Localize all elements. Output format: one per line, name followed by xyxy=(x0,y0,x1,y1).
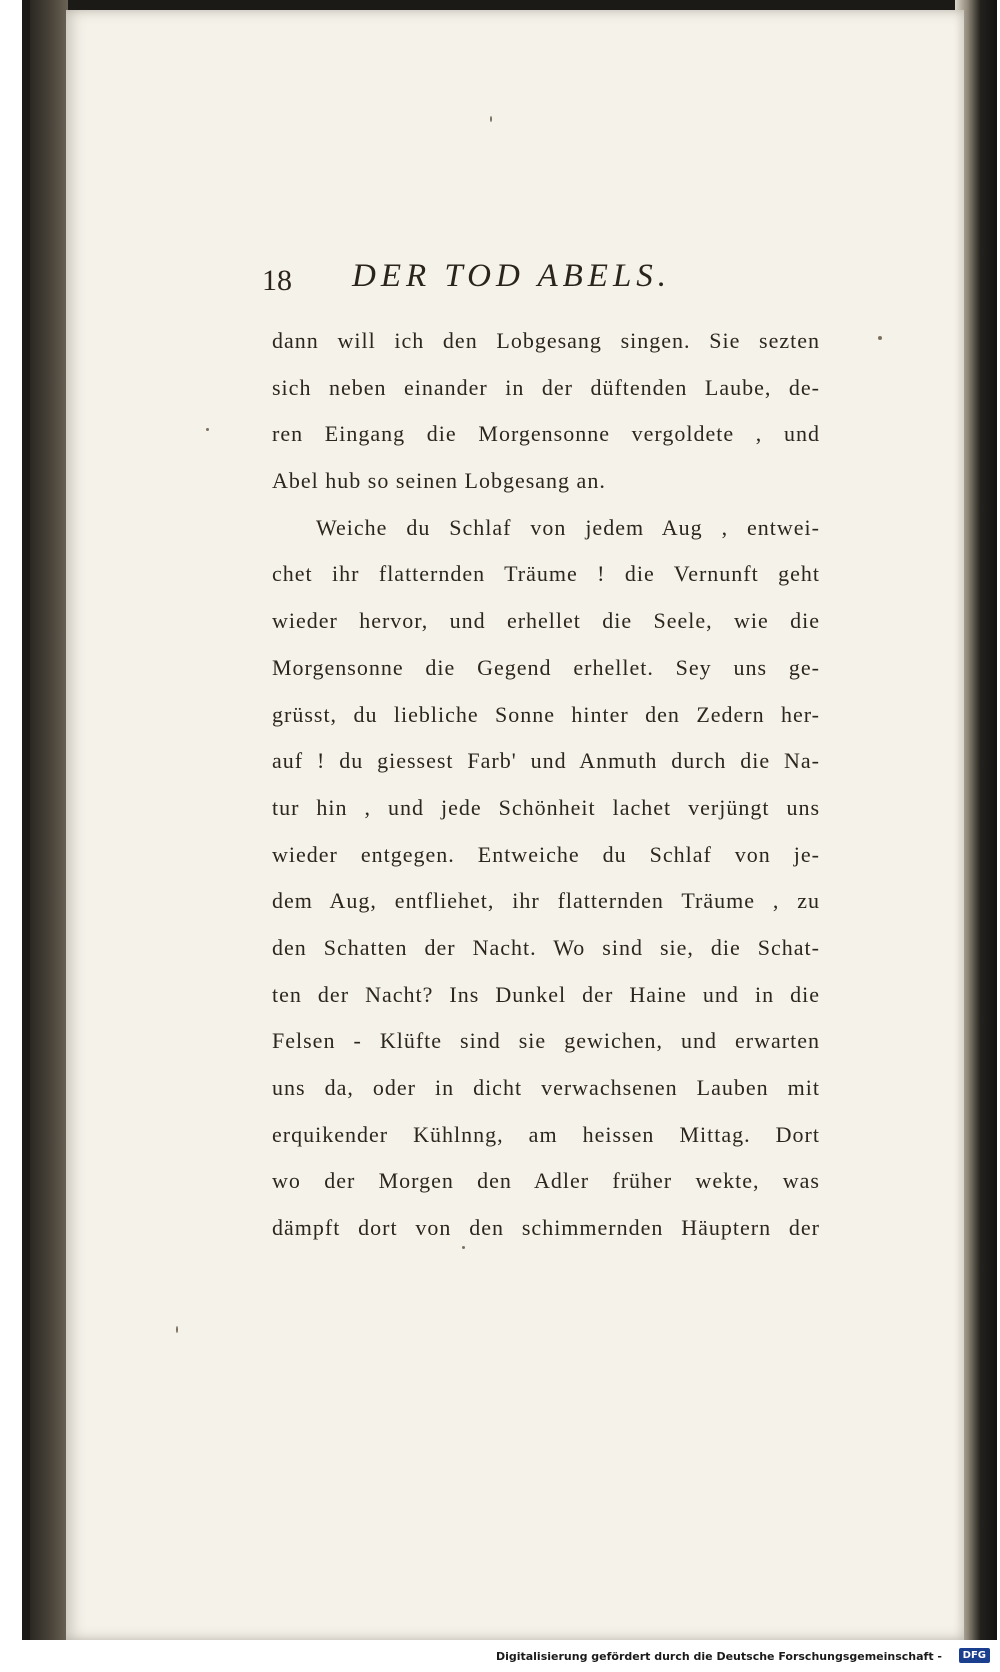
text-line: ren Eingang die Morgensonne vergoldete , und xyxy=(272,421,820,447)
funding-credit: Digitalisierung gefördert durch die Deutsche Forschungsgemeinschaft - xyxy=(495,1650,942,1663)
dfg-logo: DFG xyxy=(959,1648,990,1663)
text-line: dämpft dort von den schimmernden Häuptern der xyxy=(272,1215,820,1241)
body-text xyxy=(272,322,820,1256)
text-line: wo der Morgen den Adler früher wekte, was xyxy=(272,1168,820,1194)
text-line: dem Aug, entfliehet, ihr flatternden Träume , zu xyxy=(272,888,820,914)
page-number: 18 xyxy=(262,264,292,297)
text-line: tur hin , und jede Schönheit lachet verjüngt uns xyxy=(272,794,820,820)
text-line: wieder entgegen. Entweiche du Schlaf von je- xyxy=(272,841,820,867)
paper-speck xyxy=(878,336,882,340)
text-line: dann will ich den Lobgesang singen. Sie sezten xyxy=(272,328,820,353)
text-line: chet ihr flatternden Träume ! die Vernunft geht xyxy=(272,561,820,587)
text-line: erquikender Kühlnng, am heissen Mittag. Dort xyxy=(272,1121,820,1147)
text-line: sich neben einander in der düftenden Laube, de- xyxy=(272,374,820,400)
text-line: wieder hervor, und erhellet die Seele, wie die xyxy=(272,608,820,634)
text-line: ten der Nacht? Ins Dunkel der Haine und in die xyxy=(272,981,820,1007)
page-header xyxy=(262,258,722,308)
paper-speck xyxy=(490,116,492,122)
text-line: auf ! du giessest Farb' und Anmuth durch die Na- xyxy=(272,748,820,774)
text-line: den Schatten der Nacht. Wo sind sie, die Schat- xyxy=(272,934,820,960)
page-gutter-shadow xyxy=(30,0,68,1640)
text-line: Weiche du Schlaf von jedem Aug , entwei- xyxy=(316,514,820,540)
text-line: Abel hub so seinen Lobgesang an. xyxy=(272,468,606,494)
text-line: Morgensonne die Gegend erhellet. Sey uns ge- xyxy=(272,654,820,680)
text-line: uns da, oder in dicht verwachsenen Lauben mit xyxy=(272,1075,820,1100)
running-title: DER TOD ABELS. xyxy=(352,258,672,294)
text-line: grüsst, du liebliche Sonne hinter den Zedern her- xyxy=(272,701,820,727)
paper-speck xyxy=(206,428,209,431)
digitization-footer xyxy=(0,1642,1000,1672)
text-line: Felsen - Klüfte sind sie gewichen, und erwarten xyxy=(272,1028,820,1054)
paper-speck xyxy=(176,1326,178,1333)
